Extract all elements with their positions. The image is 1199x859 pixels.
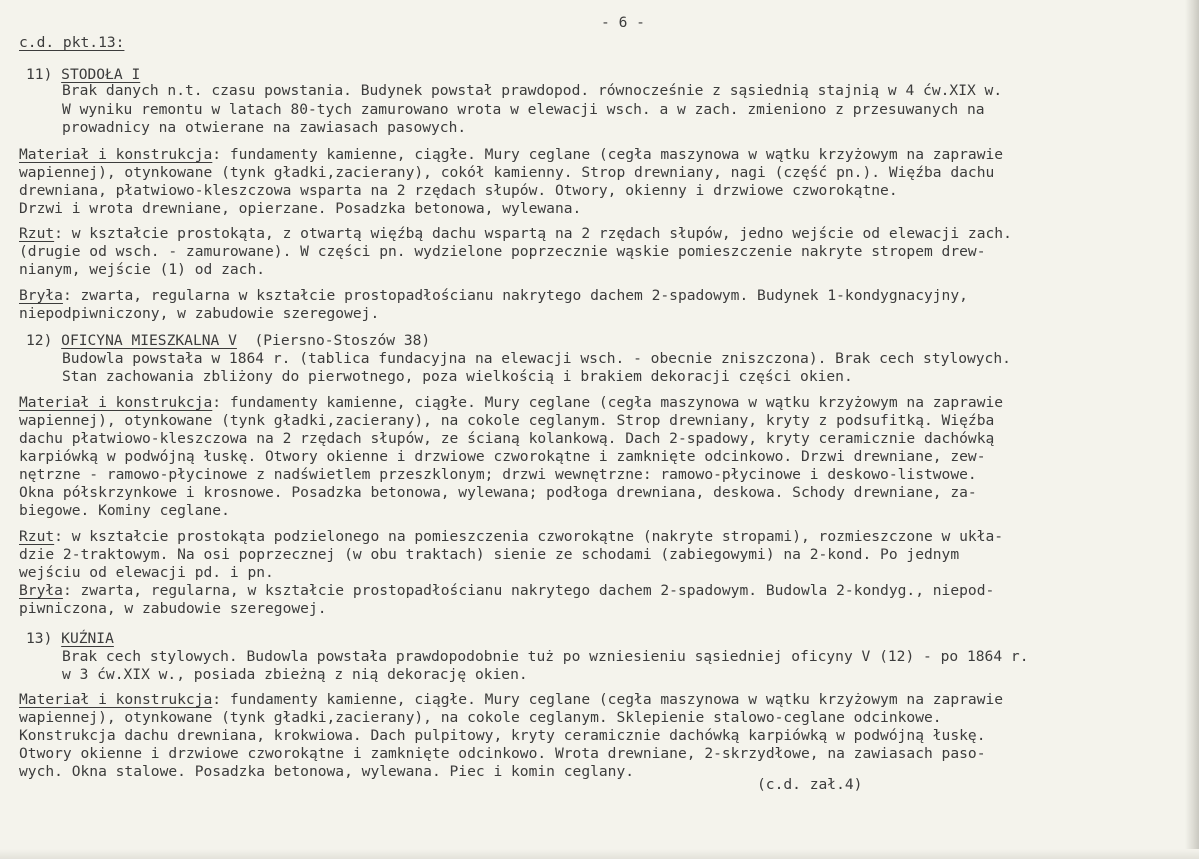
page-number: - 6 - [601,14,645,31]
material-line: Materiał i konstrukcja: fundamenty kamienne, ciągłe. Mury ceglane (cegła maszynowa w wątku krzyżowym na zaprawie [19,146,1004,163]
material-line: wych. Okna stalowe. Posadzka betonowa, wylewana. Piec i komin ceglany. [19,763,635,780]
material-label: Materiał i konstrukcja [19,146,213,163]
bryla-label: Bryła [19,582,63,599]
material-line: karpiówką w podwójną łuskę. Otwory okienne i drzwiowe czworokątne i zamknięte odcinkowo. Drzwi drewniane, zew- [19,448,986,465]
rzut-label: Rzut [19,225,55,242]
material-line: dachu płatwiowo-kleszczowa na 2 rzędach słupów, ze ścianą kolankową. Dach 2-spadowy, kryty ceramicznie dachówką [19,430,995,447]
material-line: drewniana, płatwiowo-kleszczowa wsparta na 2 rzędach słupów. Otwory, okienny i drzwiowe czworokątne. [19,182,898,199]
material-line: Okna półskrzynkowe i krosnowe. Posadzka betonowa, wylewana; podłoga drewniana, deskowa. Schody drewniane, za- [19,484,977,501]
material-line: wapiennej), otynkowane (tynk gładki,zacierany), na cokole ceglanym. Sklepienie stalowo-ceglane odcinkowe. [19,709,942,726]
description-line: Stan zachowania zbliżony do pierwotnego, poza wielkością i brakiem dekoracji części okien. [62,368,853,385]
material-label: Materiał i konstrukcja [19,394,213,411]
rzut-line: nianym, wejście (1) od zach. [19,261,266,278]
bryla-line: Bryła: zwarta, regularna w kształcie prostopadłościanu nakrytego dachem 2-spadowym. Budynek 1-kondygnacyjny, [19,287,968,304]
material-line: biegowe. Kominy ceglane. [19,502,230,519]
description-line: Brak danych n.t. czasu powstania. Budynek powstał prawdopod. równocześnie z sąsiednią stajnią w 4 ćw.XIX w. [62,82,1003,99]
rzut-line: dzie 2-traktowym. Na osi poprzecznej (w obu traktach) sienie ze schodami (zabiegowymi) na 2-kond. Po jednym [19,546,960,563]
rzut-line: Rzut: w kształcie prostokąta podzielonego na pomieszczenia czworokątne (nakryte stropami), rozmieszczone w ukła- [19,528,1004,545]
continuation-header: c.d. pkt.13: [19,34,125,51]
section-subtitle: (Piersno-Stoszów 38) [254,332,431,349]
section-number: 12) OFICYNA MIESZKALNA V (Piersno-Stoszów 38) [26,332,431,349]
rzut-line: (drugie od wsch. - zamurowane). W części pn. wydzielone poprzecznie wąskie pomieszczenie nakryte stropem drew- [19,243,986,260]
section-number: 13) KUŹNIA [26,630,114,647]
description-line: prowadnicy na otwierane na zawiasach pasowych. [62,119,467,136]
material-label: Materiał i konstrukcja [19,691,213,708]
material-line: Materiał i konstrukcja: fundamenty kamienne, ciągłe. Mury ceglane (cegła maszynowa w wątku krzyżowym na zaprawie [19,394,1004,411]
continuation-footer: (c.d. zał.4) [757,776,863,793]
bryla-label: Bryła [19,287,63,304]
section-title: KUŹNIA [61,630,114,647]
material-line: Materiał i konstrukcja: fundamenty kamienne, ciągłe. Mury ceglane (cegła maszynowa w wątku krzyżowym na zaprawie [19,691,1004,708]
description-line: Brak cech stylowych. Budowla powstała prawdopodobnie tuż po wzniesieniu sąsiedniej oficyny V (12) - po 1864 r. [62,648,1029,665]
page-bottom-shadow [0,849,1199,859]
material-line: Drzwi i wrota drewniane, opierzane. Posadzka betonowa, wylewana. [19,200,582,217]
description-line: w 3 ćw.XIX w., posiada zbieżną z nią dekorację okien. [62,666,528,683]
material-line: nętrzne - ramowo-płycinowe z nadświetlem przeszklonym; drzwi wewnętrzne: ramowo-płycinowe i deskowo-listwowe. [19,466,977,483]
bryla-line: niepodpiwniczony, w zabudowie szeregowej. [19,305,380,322]
bryla-line: Bryła: zwarta, regularna, w kształcie prostopadłościanu nakrytego dachem 2-spadowym. Budowla 2-kondyg., niepod- [19,582,995,599]
material-line: wapiennej), otynkowane (tynk gładki,zacierany), na cokole ceglanym. Strop drewniany, kryty z podsufitką. Więźba [19,412,995,429]
material-line: Konstrukcja dachu drewniana, krokwiowa. Dach pulpitowy, kryty ceramicznie dachówką karpiówką w podwójną łuskę. [19,727,986,744]
rzut-line: Rzut: w kształcie prostokąta, z otwartą więźbą dachu wspartą na 2 rzędach słupów, jedno wejście od elewacji zach. [19,225,1012,242]
material-line: Otwory okienne i drzwiowe czworokątne i zamknięte odcinkowo. Wrota drewniane, 2-skrzydłowe, na zawiasach paso- [19,745,986,762]
section-title: STODOŁA I [61,66,141,83]
section-number: 11) STODOŁA I [26,66,141,83]
rzut-label: Rzut [19,528,55,545]
bryla-line: piwniczona, w zabudowie szeregowej. [19,600,327,617]
rzut-line: wejściu od elewacji pd. i pn. [19,564,274,581]
description-line: W wyniku remontu w latach 80-tych zamurowano wrota w elewacji wsch. a w zach. zmieniono z przesuwanych na [62,101,985,118]
material-line: wapiennej), otynkowane (tynk gładki,zacierany), cokół kamienny. Strop drewniany, nagi (część pn.). Więźba dachu [19,164,995,181]
description-line: Budowla powstała w 1864 r. (tablica fundacyjna na elewacji wsch. - obecnie zniszczona). Brak cech stylowych. [62,350,1011,367]
section-title: OFICYNA MIESZKALNA V [61,332,237,349]
page-edge-shadow [1185,0,1199,859]
